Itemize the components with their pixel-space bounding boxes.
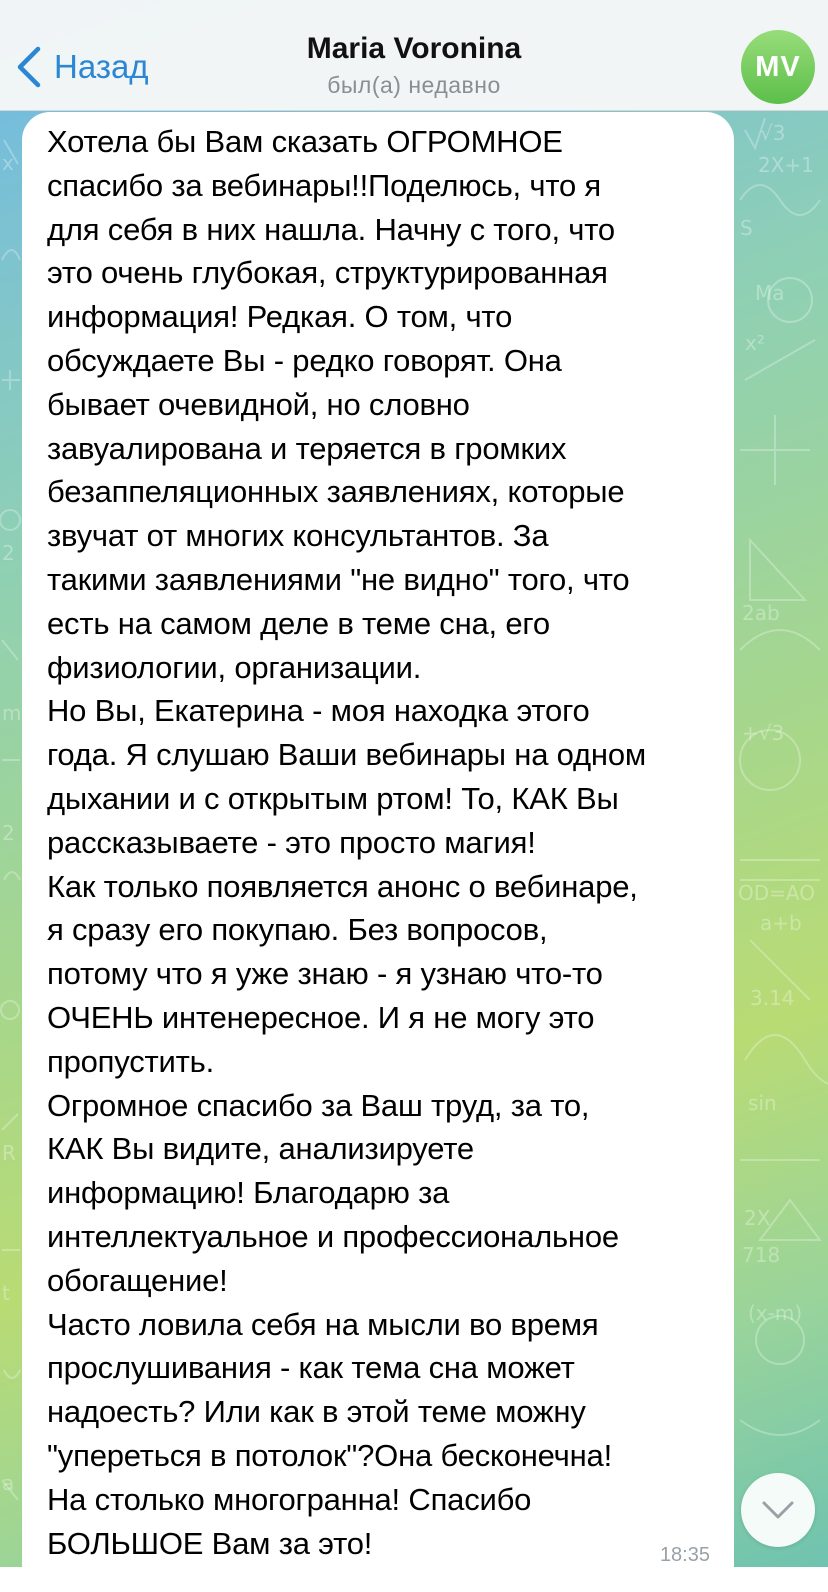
message-time: 18:35 xyxy=(659,1544,710,1566)
avatar[interactable]: MV xyxy=(741,30,815,104)
message-bubble[interactable] xyxy=(22,112,734,1592)
chat-title-block[interactable] xyxy=(214,30,614,100)
svg-text:3.14: 3.14 xyxy=(750,986,795,1010)
chat-header xyxy=(0,0,828,111)
message-text: Хотела бы Вам сказать ОГРОМНОЕ спасибо за вебинары!!Поделюсь, что я для себя в них нашла. Начну с того, что это очень глубокая, структурированная информация! Редкая. О том, что обсуждаете Вы - редко говорят. Она бывает очевидной, но словно завуалирована и теряется в громких безаппеляционных заявлениях, которые звучат от многих консультантов. За такими заявлениями "не видно" того, что есть на самом деле в теме сна, его физиологии, организации. Но Вы, Екатерина - моя находка этого года. Я слушаю Ваши вебинары на одном дыхании и с открытым ртом! То, КАК Вы рассказываете - это просто магия! Как только появляется анонс о вебинаре, я сразу его покупаю. Без вопросов, потому что я уже знаю - я узнаю что-то ОЧЕНЬ интенересное. И я не могу это пропустить. Огромное спасибо за Ваш труд, за то, КАК Вы видите, анализируете информацию! Благодарю за интеллектуальное и профессиональное обогащение! Часто ловила себя на мысли во время прослушивания - как тема сна может надоесть? Или как в этой теме можну "упереться в потолок"?Она бесконечна! На столько многогранна! Спасибо БОЛЬШОЕ Вам за это! xyxy=(47,124,646,1561)
chevron-down-icon xyxy=(760,1499,796,1521)
svg-text:x: x xyxy=(2,151,14,175)
svg-text:OD=AO: OD=AO xyxy=(738,881,815,905)
svg-text:√3: √3 xyxy=(760,121,786,145)
svg-text:2ab: 2ab xyxy=(742,601,780,625)
chat-status: был(а) недавно xyxy=(327,72,501,98)
chat-title: Maria Voronina xyxy=(306,32,522,65)
svg-text:sin: sin xyxy=(748,1091,777,1115)
svg-text:718: 718 xyxy=(742,1243,781,1267)
svg-text:2X+1: 2X+1 xyxy=(758,153,814,177)
back-button[interactable] xyxy=(14,40,149,94)
svg-text:+√3: +√3 xyxy=(742,721,785,745)
svg-text:a: a xyxy=(2,1471,15,1495)
chevron-left-icon xyxy=(14,43,44,91)
svg-text:t: t xyxy=(2,1281,10,1305)
svg-text:R: R xyxy=(2,1141,16,1165)
svg-text:2X: 2X xyxy=(744,1206,771,1230)
back-label: Назад xyxy=(54,48,149,85)
svg-text:m: m xyxy=(2,701,22,725)
svg-text:S: S xyxy=(740,216,753,240)
svg-text:a+b: a+b xyxy=(760,911,802,935)
svg-text:x²: x² xyxy=(745,331,765,355)
svg-text:(x-m): (x-m) xyxy=(748,1301,803,1325)
svg-text:2: 2 xyxy=(2,821,15,845)
scroll-down-button[interactable] xyxy=(741,1473,815,1547)
svg-text:Ma: Ma xyxy=(755,281,785,305)
svg-text:2: 2 xyxy=(2,541,15,565)
